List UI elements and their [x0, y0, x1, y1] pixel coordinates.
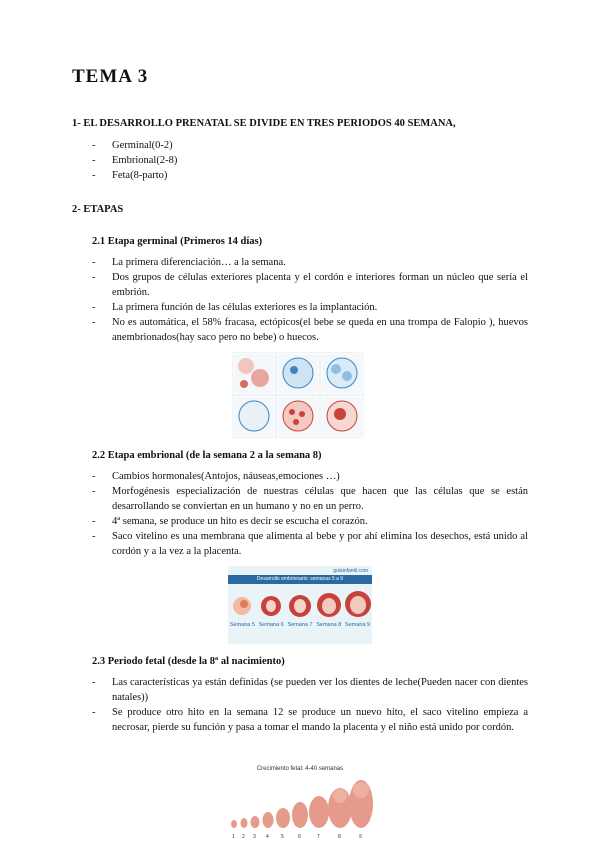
figure-header: Desarrollo embrionario: semanas 5 a 9 [228, 575, 372, 584]
list-item: - 4ª semana, se produce un hito es decir se escucha el corazón. [92, 514, 528, 529]
list-item: - Saco vitelino es una membrana que alimenta al bebe y por ahí elimina los desechos, está unido al cordón y a la vez a la placenta. [92, 529, 528, 559]
fetal-month-labels [226, 834, 374, 843]
month-label: 2 [242, 834, 245, 840]
list-item: - Dos grupos de células exteriores placenta y el cordón e interiores forman un núcleo que sería el embrión. [92, 270, 528, 300]
page-title: TEMA 3 [72, 66, 149, 87]
list-item: - Feta(8-parto) [92, 168, 512, 183]
list-item: - Las características ya están definidas (se pueden ver los dientes de leche(Pueden nacer con dientes natales)) [92, 675, 528, 705]
week-label: Semana 8 [316, 622, 342, 628]
embrional-heading: 2.2 Etapa embrional (de la semana 2 a la semana 8) [92, 450, 322, 461]
week-labels [228, 622, 372, 628]
month-label: 1 [232, 834, 235, 840]
week-label: Semana 5 [229, 622, 255, 628]
month-label: 5 [281, 834, 284, 840]
month-label: 8 [338, 834, 341, 840]
week-label: Semana 6 [258, 622, 284, 628]
list-item: - Morfogénesis especialización de nuestras células que hacen que las células que se están desarrollando se conviertan en un humano y no en un perro. [92, 484, 528, 514]
week-label: Semana 9 [345, 622, 371, 628]
month-label: 3 [253, 834, 256, 840]
germinal-list [92, 255, 528, 345]
month-label: 6 [298, 834, 301, 840]
list-item: - Se produce otro hito en la semana 12 se produce un nuevo hito, el saco vitelino empieza a necrosar, pierde su función y pasa a tomar el mando la placenta y el niño está unido por cordón. [92, 705, 528, 735]
embryo-weeks-figure [228, 566, 372, 644]
month-label: 4 [266, 834, 269, 840]
fetal-growth-illustration [226, 760, 374, 844]
list-item: - La primera función de las células exteriores es la implantación. [92, 300, 528, 315]
embrional-list [92, 469, 528, 559]
germinal-heading: 2.1 Etapa germinal (Primeros 14 días) [92, 236, 263, 247]
section-2-heading: 2- ETAPAS [72, 204, 124, 215]
list-item: - La primera diferenciación… a la semana. [92, 255, 528, 270]
list-item: - Cambios hormonales(Antojos, náuseas,emociones …) [92, 469, 528, 484]
fetal-list [92, 675, 528, 735]
germinal-figure [232, 352, 364, 438]
section-1-heading: 1- EL DESARROLLO PRENATAL SE DIVIDE EN TRES PERIODOS 40 SEMANA, [72, 118, 456, 129]
figure-brand: guiainfantil.com [333, 568, 368, 574]
embryo-illustration [228, 566, 372, 644]
month-label: 9 [359, 834, 362, 840]
month-label: 7 [317, 834, 320, 840]
list-item: - Germinal(0-2) [92, 138, 512, 153]
list-item: - No es automática, el 58% fracasa, ectópicos(el bebe se queda en una trompa de Falopio ), huevos anembrionados(hay saco pero no bebe) o huecos. [92, 315, 528, 345]
fetal-heading: 2.3 Periodo fetal (desde la 8ª al nacimiento) [92, 656, 285, 667]
fetal-growth-figure [226, 760, 374, 844]
week-label: Semana 7 [287, 622, 313, 628]
periods-list [92, 138, 512, 183]
cell-division-illustration [232, 352, 364, 438]
list-item: - Embrional(2-8) [92, 153, 512, 168]
figure-header: Crecimiento fetal: 4-40 semanas [256, 766, 344, 772]
